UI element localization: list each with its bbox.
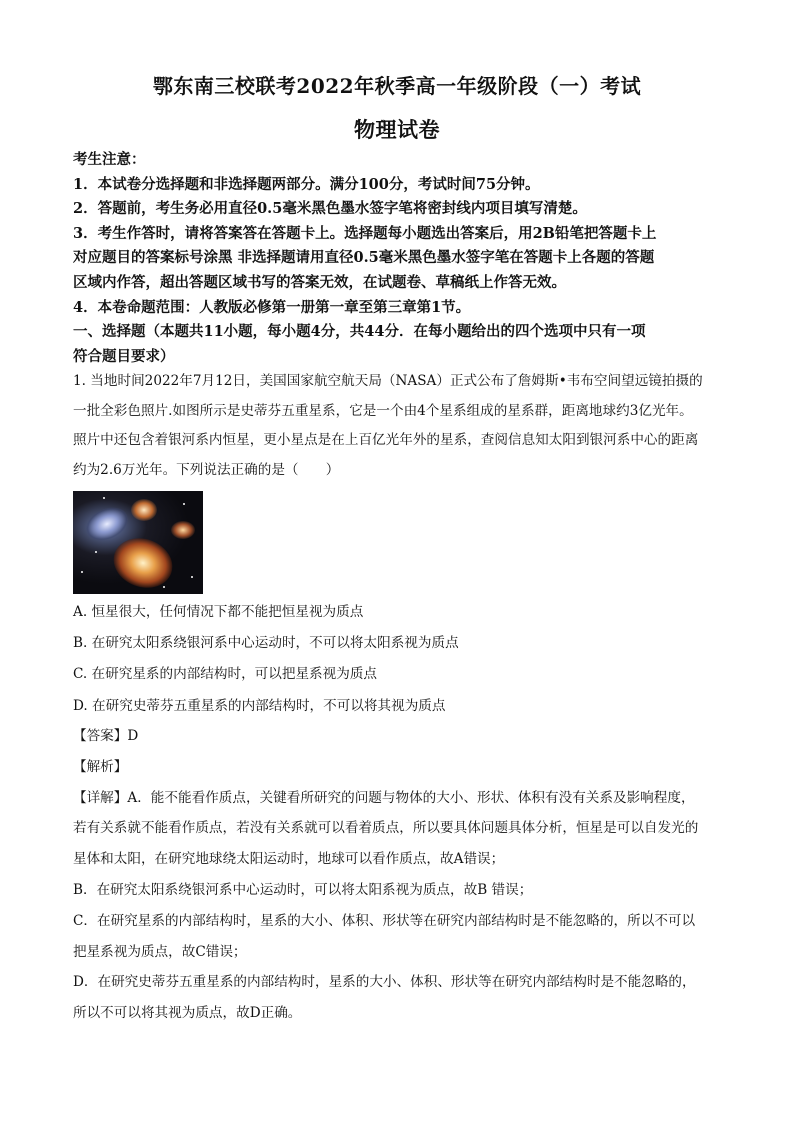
analysis-line-3: 星体和太阳，在研究地球绕太阳运动时，地球可以看作质点，故A错误；: [73, 851, 505, 868]
notes-heading: 考生注意：: [73, 151, 146, 168]
detail-label: 【详解】: [73, 789, 128, 806]
note-item-2: 2．答题前，考生务必用直径0.5毫米黑色墨水签字笔将密封线内项目填写清楚。: [73, 200, 587, 218]
analysis-line-7: D．在研究史蒂芬五重星系的内部结构时，星系的大小、体积、形状等在研究内部结构时是不能忽略的，: [73, 974, 696, 991]
section-heading-line-2: 符合题目要求）: [73, 347, 175, 365]
analysis-text-1: A．能不能看作质点，关键看所研究的问题与物体的大小、形状、体积有没有关系及影响程度，: [127, 789, 695, 806]
galaxy-small-right: [171, 521, 195, 539]
galaxy-small-top: [131, 499, 157, 521]
option-b: B. 在研究太阳系绕银河系中心运动时，不可以将太阳系视为质点: [73, 635, 459, 652]
candidate-notes: [73, 148, 733, 369]
analysis-line-6: 把星系视为质点，故C错误；: [73, 943, 247, 960]
exam-title: 鄂东南三校联考2022年秋季高一年级阶段（一）考试: [152, 74, 642, 98]
option-a: A. 恒星很大，任何情况下都不能把恒星视为质点: [73, 604, 364, 620]
star: [103, 497, 105, 499]
star: [163, 586, 165, 588]
question-1-line-1: 1. 当地时间2022年7月12日，美国国家航空航天局（NASA）正式公布了詹姆斯•韦布空间望远镜拍摄的: [73, 373, 703, 389]
analysis-line-4: B．在研究太阳系绕银河系中心运动时，可以将太阳系视为质点，故B 错误；: [73, 881, 533, 898]
star: [81, 571, 83, 573]
question-1-options: [73, 597, 733, 722]
answer-label: 【答案】: [73, 728, 128, 744]
option-c: C. 在研究星系的内部结构时，可以把星系视为质点: [73, 666, 378, 683]
option-d: D. 在研究史蒂芬五重星系的内部结构时，不可以将其视为质点: [73, 697, 446, 714]
note-item-3-line-1: 3．考生作答时，请将答案答在答题卡上。选择题每小题选出答案后，用2B铅笔把答题卡上: [73, 224, 657, 242]
note-item-4: 4．本卷命题范围：人教版必修第一册第一章至第三章第1节。: [73, 298, 471, 316]
answer-value: D: [127, 728, 139, 744]
note-item-1: 1．本试卷分选择题和非选择题两部分。满分100分，考试时间75分钟。: [73, 175, 540, 193]
star: [183, 503, 185, 505]
question-1-line-2: 一批全彩色照片.如图所示是史蒂芬五重星系，它是一个由4个星系组成的星系群，距离地球约3亿光年。: [73, 402, 693, 419]
question-1-stem: [73, 367, 733, 485]
question-1-line-4: 约为2.6万光年。下列说法正确的是（ ）: [73, 461, 340, 478]
analysis-label: 【解析】: [73, 758, 128, 775]
galaxy-photo: [73, 491, 203, 594]
section-heading-line-1: 一、选择题（本题共11小题，每小题4分，共44分．在每小题给出的四个选项中只有一项: [73, 323, 646, 341]
star: [191, 576, 193, 578]
exam-subtitle: 物理试卷: [354, 117, 440, 142]
answer-line: [73, 721, 733, 752]
analysis-line-8: 所以不可以将其视为质点，故D正确。: [73, 1005, 302, 1022]
answer-and-analysis: [73, 721, 733, 1029]
question-1-line-3: 照片中还包含着银河系内恒星，更小星点是在上百亿光年外的星系，查阅信息知太阳到银河系中心的距离: [73, 432, 699, 448]
star: [95, 551, 97, 553]
analysis-line-2: 若有关系就不能看作质点，若没有关系就可以看着质点，所以要具体问题具体分析，恒星是可以自发光的: [73, 820, 699, 837]
note-item-3-line-2: 对应题目的答案标号涂黑 非选择题请用直径0.5毫米黑色墨水签字笔在答题卡上各题的答题: [73, 249, 655, 267]
analysis-line-5: C．在研究星系的内部结构时，星系的大小、体积、形状等在研究内部结构时是不能忽略的，所以不可以: [73, 912, 696, 929]
note-item-3-line-3: 区域内作答，超出答题区域书写的答案无效，在试题卷、草稿纸上作答无效。: [73, 273, 566, 291]
analysis-line-1: [73, 783, 733, 814]
galaxy-pair-orange: [107, 530, 180, 594]
